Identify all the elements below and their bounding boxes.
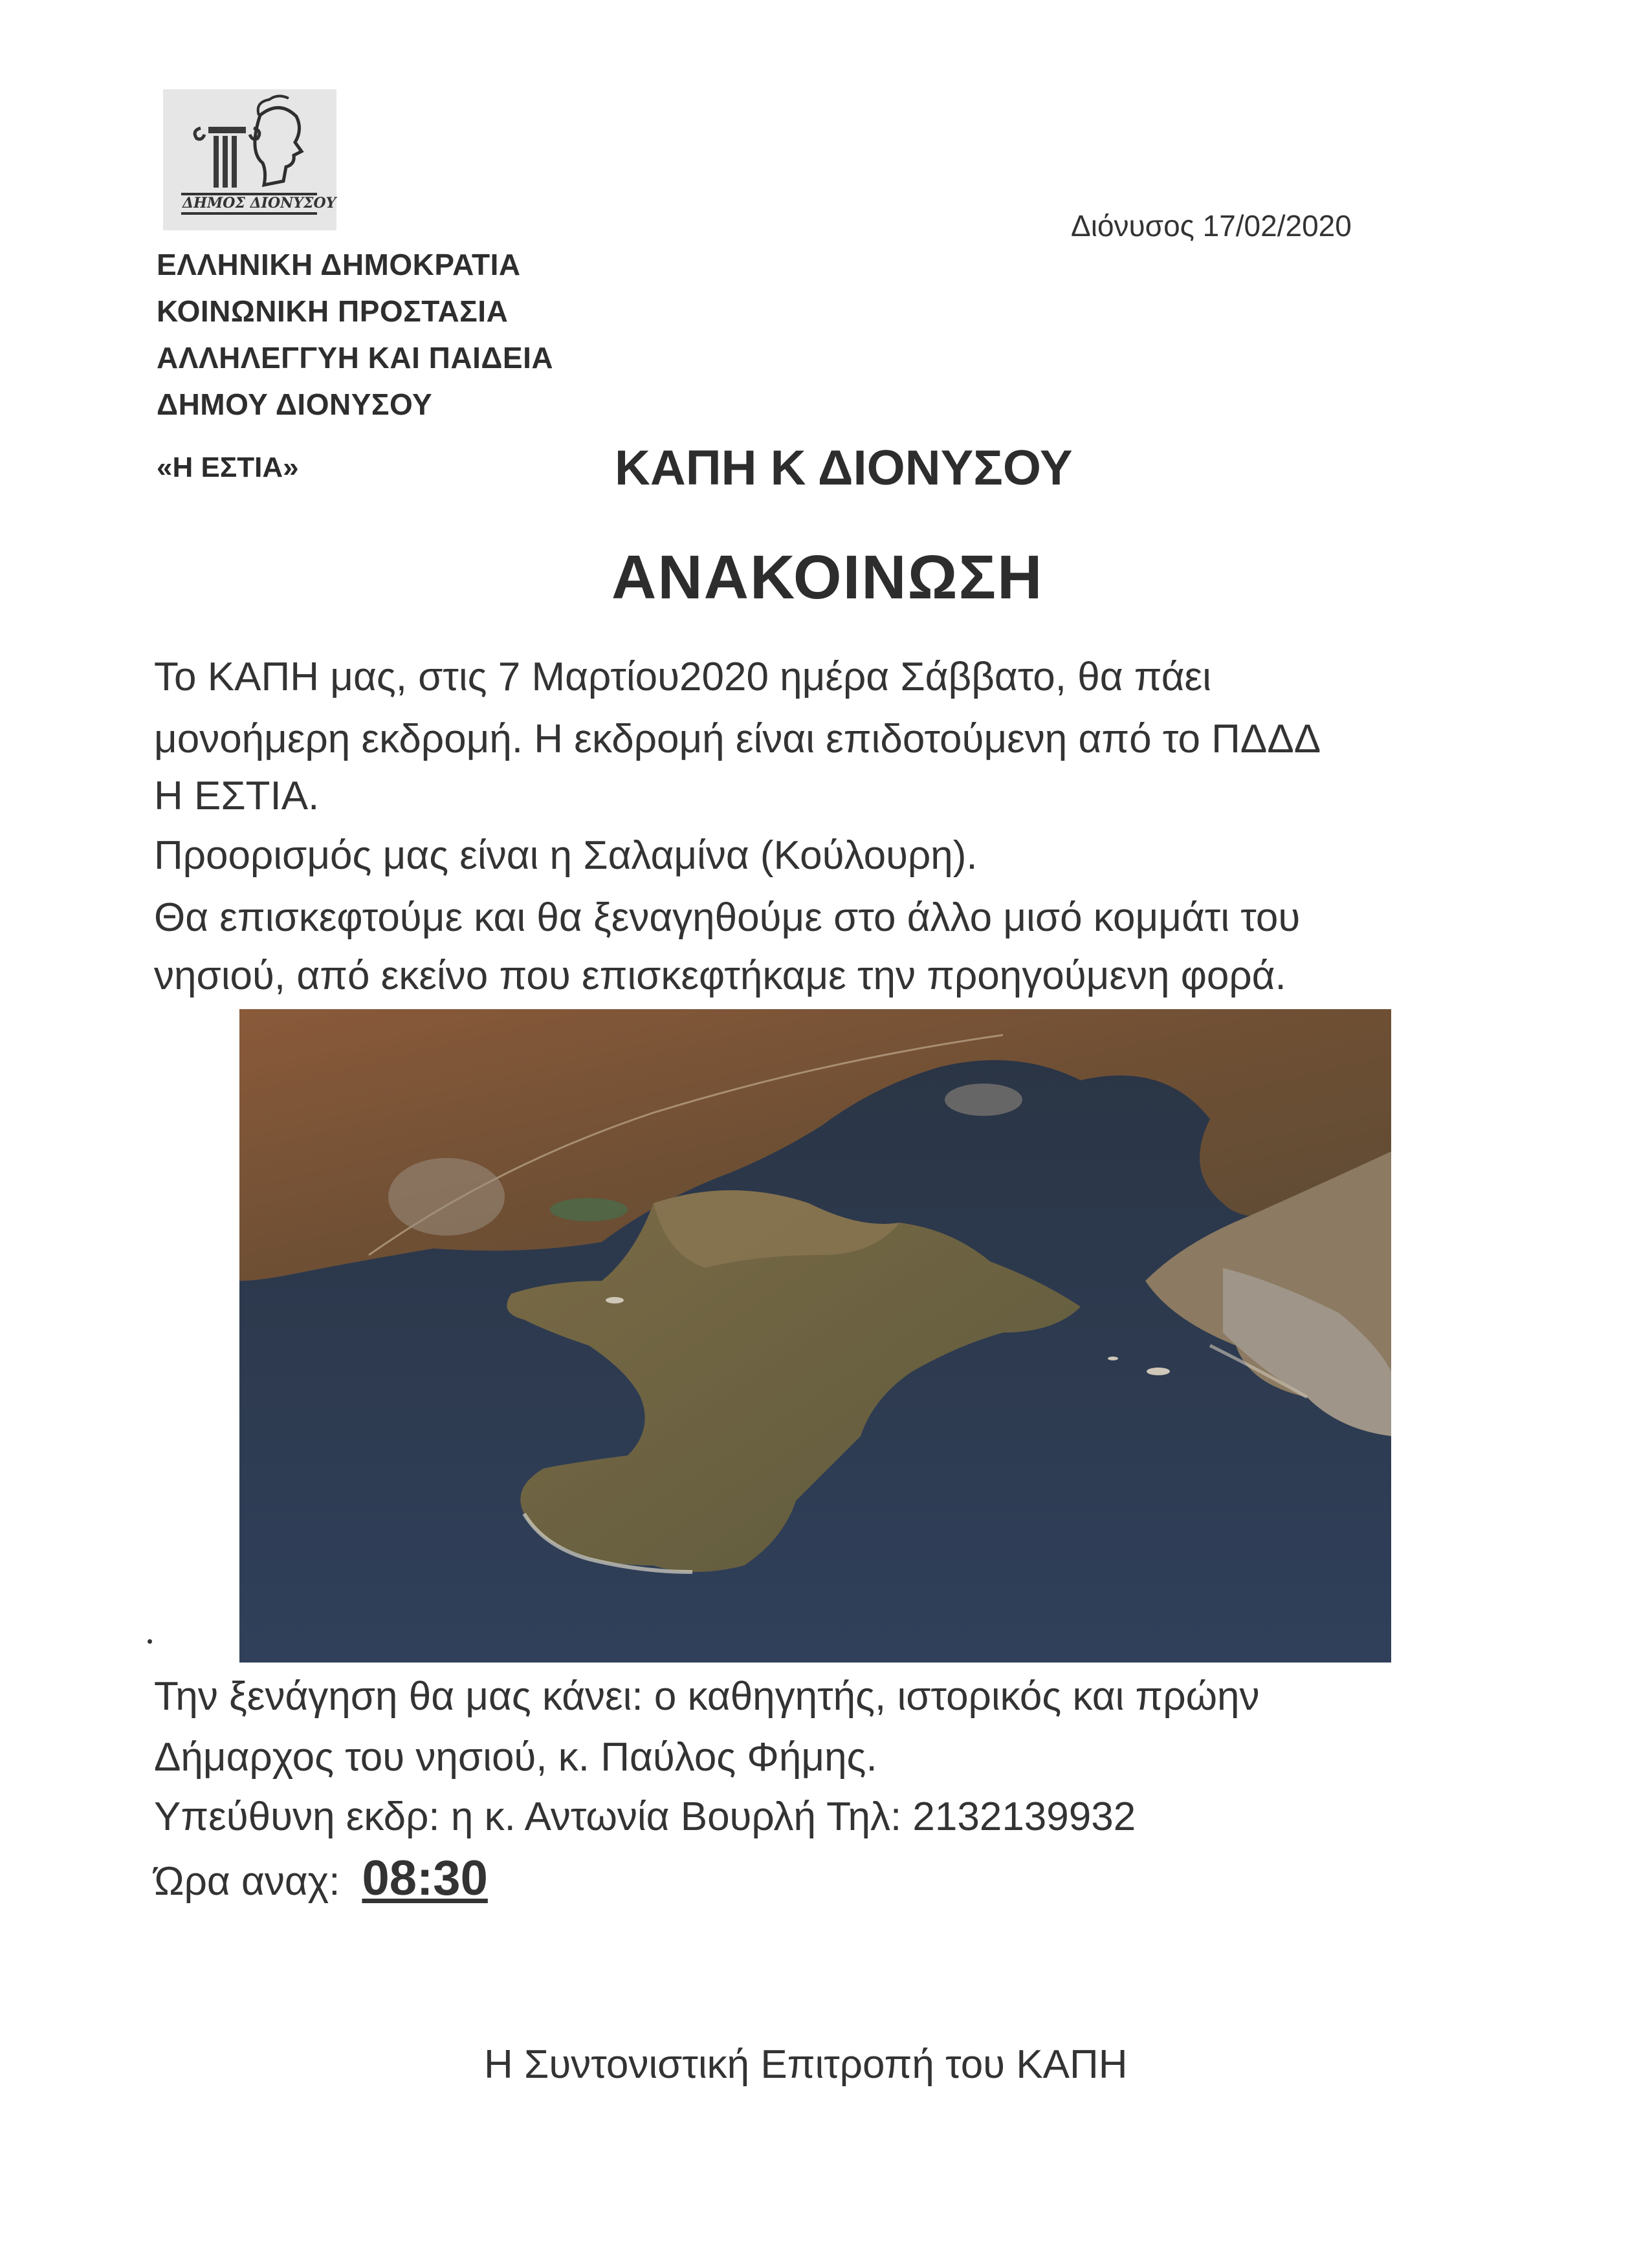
document-date: Διόνυσος 17/02/2020: [1071, 209, 1352, 243]
announcement-heading: ΑΝΑΚΟΙΝΩΣΗ: [611, 543, 1044, 612]
header-line-solidarity: ΑΛΛΗΛΕΓΓΥΗ ΚΑΙ ΠΑΙΔΕΙΑ: [157, 341, 554, 375]
estia-label: «Η ΕΣΤΙΑ»: [157, 452, 299, 483]
document-title: ΚΑΠΗ Κ ΔΙΟΝΥΣΟΥ: [615, 441, 1073, 496]
contact-line: Υπεύθυνη εκδρ: η κ. Αντωνία Βουρλή Τηλ: 2132139932: [154, 1794, 1136, 1839]
guide-line-1: Την ξενάγηση θα μας κάνει: ο καθηγητής, ιστορικός και πρώην: [154, 1674, 1260, 1719]
body-line-3: Η ΕΣΤΙΑ.: [154, 774, 320, 818]
body-line-4: Προορισμός μας είναι η Σαλαμίνα (Κούλουρη).: [154, 833, 978, 878]
header-line-republic: ΕΛΛΗΝΙΚΗ ΔΗΜΟΚΡΑΤΙΑ: [157, 248, 521, 281]
guide-line-2: Δήμαρχος του νησιού, κ. Παύλος Φήμης.: [154, 1735, 877, 1780]
header-line-social-protection: ΚΟΙΝΩΝΙΚΗ ΠΡΟΣΤΑΣΙΑ: [157, 294, 509, 328]
body-line-6: νησιού, από εκείνο που επισκεφτήκαμε την προηγούμενη φορά.: [154, 954, 1286, 998]
body-line-5: Θα επισκεφτούμε και θα ξεναγηθούμε στο άλλο μισό κομμάτι του: [154, 895, 1301, 940]
logo-text: ΔΗΜΟΣ ΔΙΟΝΥΣΟΥ: [182, 195, 336, 212]
header-line-municipality: ΔΗΜΟΥ ΔΙΟΝΥΣΟΥ: [157, 387, 433, 421]
stray-dot: [148, 1639, 152, 1644]
departure-line: [154, 1851, 488, 1906]
departure-time: 08:30: [362, 1851, 488, 1906]
satellite-map-salamina-image: [239, 1009, 1391, 1663]
signature-committee: Η Συντονιστική Επιτροπή του ΚΑΠΗ: [484, 2042, 1128, 2087]
satellite-map-icon: [239, 1009, 1391, 1663]
body-line-1: Το ΚΑΠΗ μας, στις 7 Μαρτίου2020 ημέρα Σάββατο, θα πάει: [154, 655, 1211, 699]
departure-label: Ώρα αναχ:: [154, 1859, 340, 1904]
municipality-logo: [163, 89, 336, 230]
body-line-2: μονοήμερη εκδρομή. Η εκδρομή είναι επιδοτούμενη από το ΠΔΔΔ: [154, 717, 1321, 761]
